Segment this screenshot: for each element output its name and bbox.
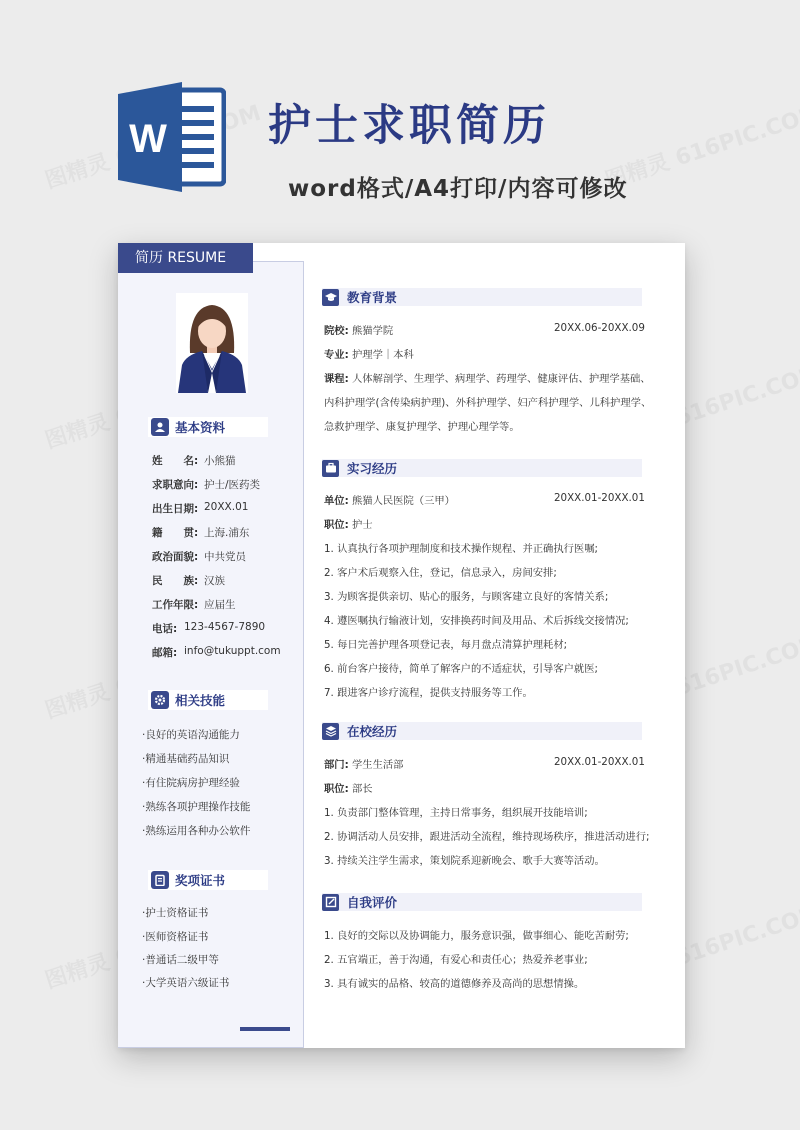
section-heading: 在校经历	[347, 724, 398, 739]
section-campus	[322, 722, 642, 740]
info-key: 电话:	[152, 623, 178, 635]
intern-position	[324, 516, 373, 531]
field-label: 院校:	[324, 325, 349, 337]
list-item: 2. 五官端正，善于沟通，有爱心和责任心；热爱养老事业;	[324, 954, 588, 966]
list-item: ·有住院病房护理经验	[142, 777, 240, 789]
info-row	[152, 453, 236, 468]
list-item: ·良好的英语沟通能力	[142, 729, 240, 741]
list-item: 6. 前台客户接待，简单了解客户的不适症状，引导客户就医;	[324, 663, 598, 675]
avatar	[176, 293, 248, 393]
list-item: ·护士资格证书	[142, 907, 209, 919]
list-item: 3. 为顾客提供亲切、贴心的服务，与顾客建立良好的客情关系;	[324, 591, 609, 603]
info-value: 123-4567-7890	[184, 621, 266, 633]
list-item: 1. 认真执行各项护理制度和技术操作规程、并正确执行医嘱;	[324, 543, 598, 555]
field-value: 熊猫人民医院（三甲）	[352, 495, 455, 507]
info-value: 汉族	[204, 575, 225, 587]
list-item: 4. 遵医嘱执行输液计划，安排换药时间及用品、术后拆线交接情况;	[324, 615, 629, 627]
briefcase-icon	[322, 460, 339, 477]
divider	[240, 1027, 290, 1031]
info-value: 小熊猫	[204, 455, 236, 467]
field-value: 部长	[352, 783, 373, 795]
info-row	[152, 645, 281, 660]
info-key: 民 族:	[152, 575, 199, 587]
section-internship	[322, 459, 642, 477]
field-value: 学生生活部	[352, 759, 404, 771]
info-key: 籍 贯:	[152, 527, 199, 539]
list-item: 1. 良好的交际以及协调能力，服务意识强，做事细心、能吃苦耐劳;	[324, 930, 629, 942]
field-value: 护士	[352, 519, 373, 531]
info-key: 邮箱:	[152, 647, 178, 659]
section-certificates	[148, 870, 268, 890]
edu-course	[324, 370, 651, 385]
list-item: 2. 客户术后观察入住，登记，信息录入，房间安排;	[324, 567, 557, 579]
edit-icon	[322, 894, 339, 911]
page-title: 护士求职简历	[268, 101, 550, 151]
campus-position	[324, 780, 373, 795]
list-item: 1. 负责部门整体管理，主持日常事务，组织展开技能培训;	[324, 807, 588, 819]
field-value: 熊猫学院	[352, 325, 394, 337]
section-heading: 相关技能	[175, 693, 226, 708]
list-item: 5. 每日完善护理各项登记表，每月盘点清算护理耗材;	[324, 639, 568, 651]
info-value: 应届生	[204, 599, 236, 611]
info-value: 上海.浦东	[204, 527, 250, 539]
section-heading: 自我评价	[347, 895, 398, 910]
field-value: 护理学｜本科	[352, 349, 414, 361]
info-value: info@tukuppt.com	[184, 645, 281, 657]
field-label: 专业:	[324, 349, 349, 361]
campus-date: 20XX.01-20XX.01	[554, 756, 645, 768]
edu-date: 20XX.06-20XX.09	[554, 322, 645, 334]
info-row	[152, 621, 265, 636]
info-value: 20XX.01	[204, 501, 249, 513]
list-item: ·医师资格证书	[142, 931, 209, 943]
list-item: 2. 协调活动人员安排，跟进活动全流程，维持现场秩序，推进活动进行;	[324, 831, 650, 843]
info-row	[152, 525, 249, 540]
graduation-cap-icon	[322, 289, 339, 306]
field-label: 职位:	[324, 783, 349, 795]
info-row	[152, 573, 225, 588]
section-heading: 基本资料	[175, 420, 226, 435]
list-item: 3. 持续关注学生需求，策划院系迎新晚会、歌手大赛等活动。	[324, 855, 605, 867]
section-basic-info	[148, 417, 268, 437]
list-item: 7. 跟进客户诊疗流程，提供支持服务等工作。	[324, 687, 533, 699]
list-item: ·大学英语六级证书	[142, 977, 230, 989]
info-row	[152, 501, 248, 516]
intern-unit	[324, 492, 455, 507]
info-key: 工作年限:	[152, 599, 199, 611]
info-value: 中共党员	[204, 551, 246, 563]
info-key: 出生日期:	[152, 503, 199, 515]
clipboard-icon	[151, 871, 169, 889]
section-heading: 实习经历	[347, 461, 398, 476]
word-logo-icon	[118, 82, 226, 192]
section-heading: 奖项证书	[175, 873, 226, 888]
word-letter: W	[129, 117, 167, 161]
page-subtitle: word格式/A4打印/内容可修改	[288, 176, 628, 202]
section-self-evaluation	[322, 893, 642, 911]
edu-major	[324, 346, 414, 361]
info-key: 政治面貌:	[152, 551, 199, 563]
section-education	[322, 288, 642, 306]
edu-school	[324, 322, 393, 337]
intern-date: 20XX.01-20XX.01	[554, 492, 645, 504]
list-item: ·精通基础药品知识	[142, 753, 230, 765]
list-item: ·熟练各项护理操作技能	[142, 801, 251, 813]
info-row	[152, 597, 236, 612]
list-item: ·普通话二级甲等	[142, 954, 219, 966]
user-icon	[151, 418, 169, 436]
resume-tab: 简历 RESUME	[118, 243, 253, 273]
layers-icon	[322, 723, 339, 740]
campus-dept	[324, 756, 403, 771]
edu-course-line: 急救护理学、康复护理学、护理心理学等。	[324, 421, 520, 433]
field-label: 部门:	[324, 759, 349, 771]
info-key: 求职意向:	[152, 479, 199, 491]
field-label: 单位:	[324, 495, 349, 507]
resume-paper	[118, 243, 685, 1048]
info-row	[152, 549, 246, 564]
info-key: 姓 名:	[152, 455, 199, 467]
info-row	[152, 477, 260, 492]
edu-course-line: 内科护理学(含传染病护理)、外科护理学、妇产科护理学、儿科护理学、	[324, 397, 652, 409]
field-value: 人体解剖学、生理学、病理学、药理学、健康评估、护理学基础、	[352, 373, 651, 385]
list-item: 3. 具有诚实的品格、较高的道德修养及高尚的思想情操。	[324, 978, 585, 990]
watermark	[601, 96, 800, 195]
gear-icon	[151, 691, 169, 709]
list-item: ·熟练运用各种办公软件	[142, 825, 251, 837]
field-label: 课程:	[324, 373, 349, 385]
info-value: 护士/医药类	[204, 479, 261, 491]
section-skills	[148, 690, 268, 710]
section-heading: 教育背景	[347, 290, 398, 305]
field-label: 职位:	[324, 519, 349, 531]
